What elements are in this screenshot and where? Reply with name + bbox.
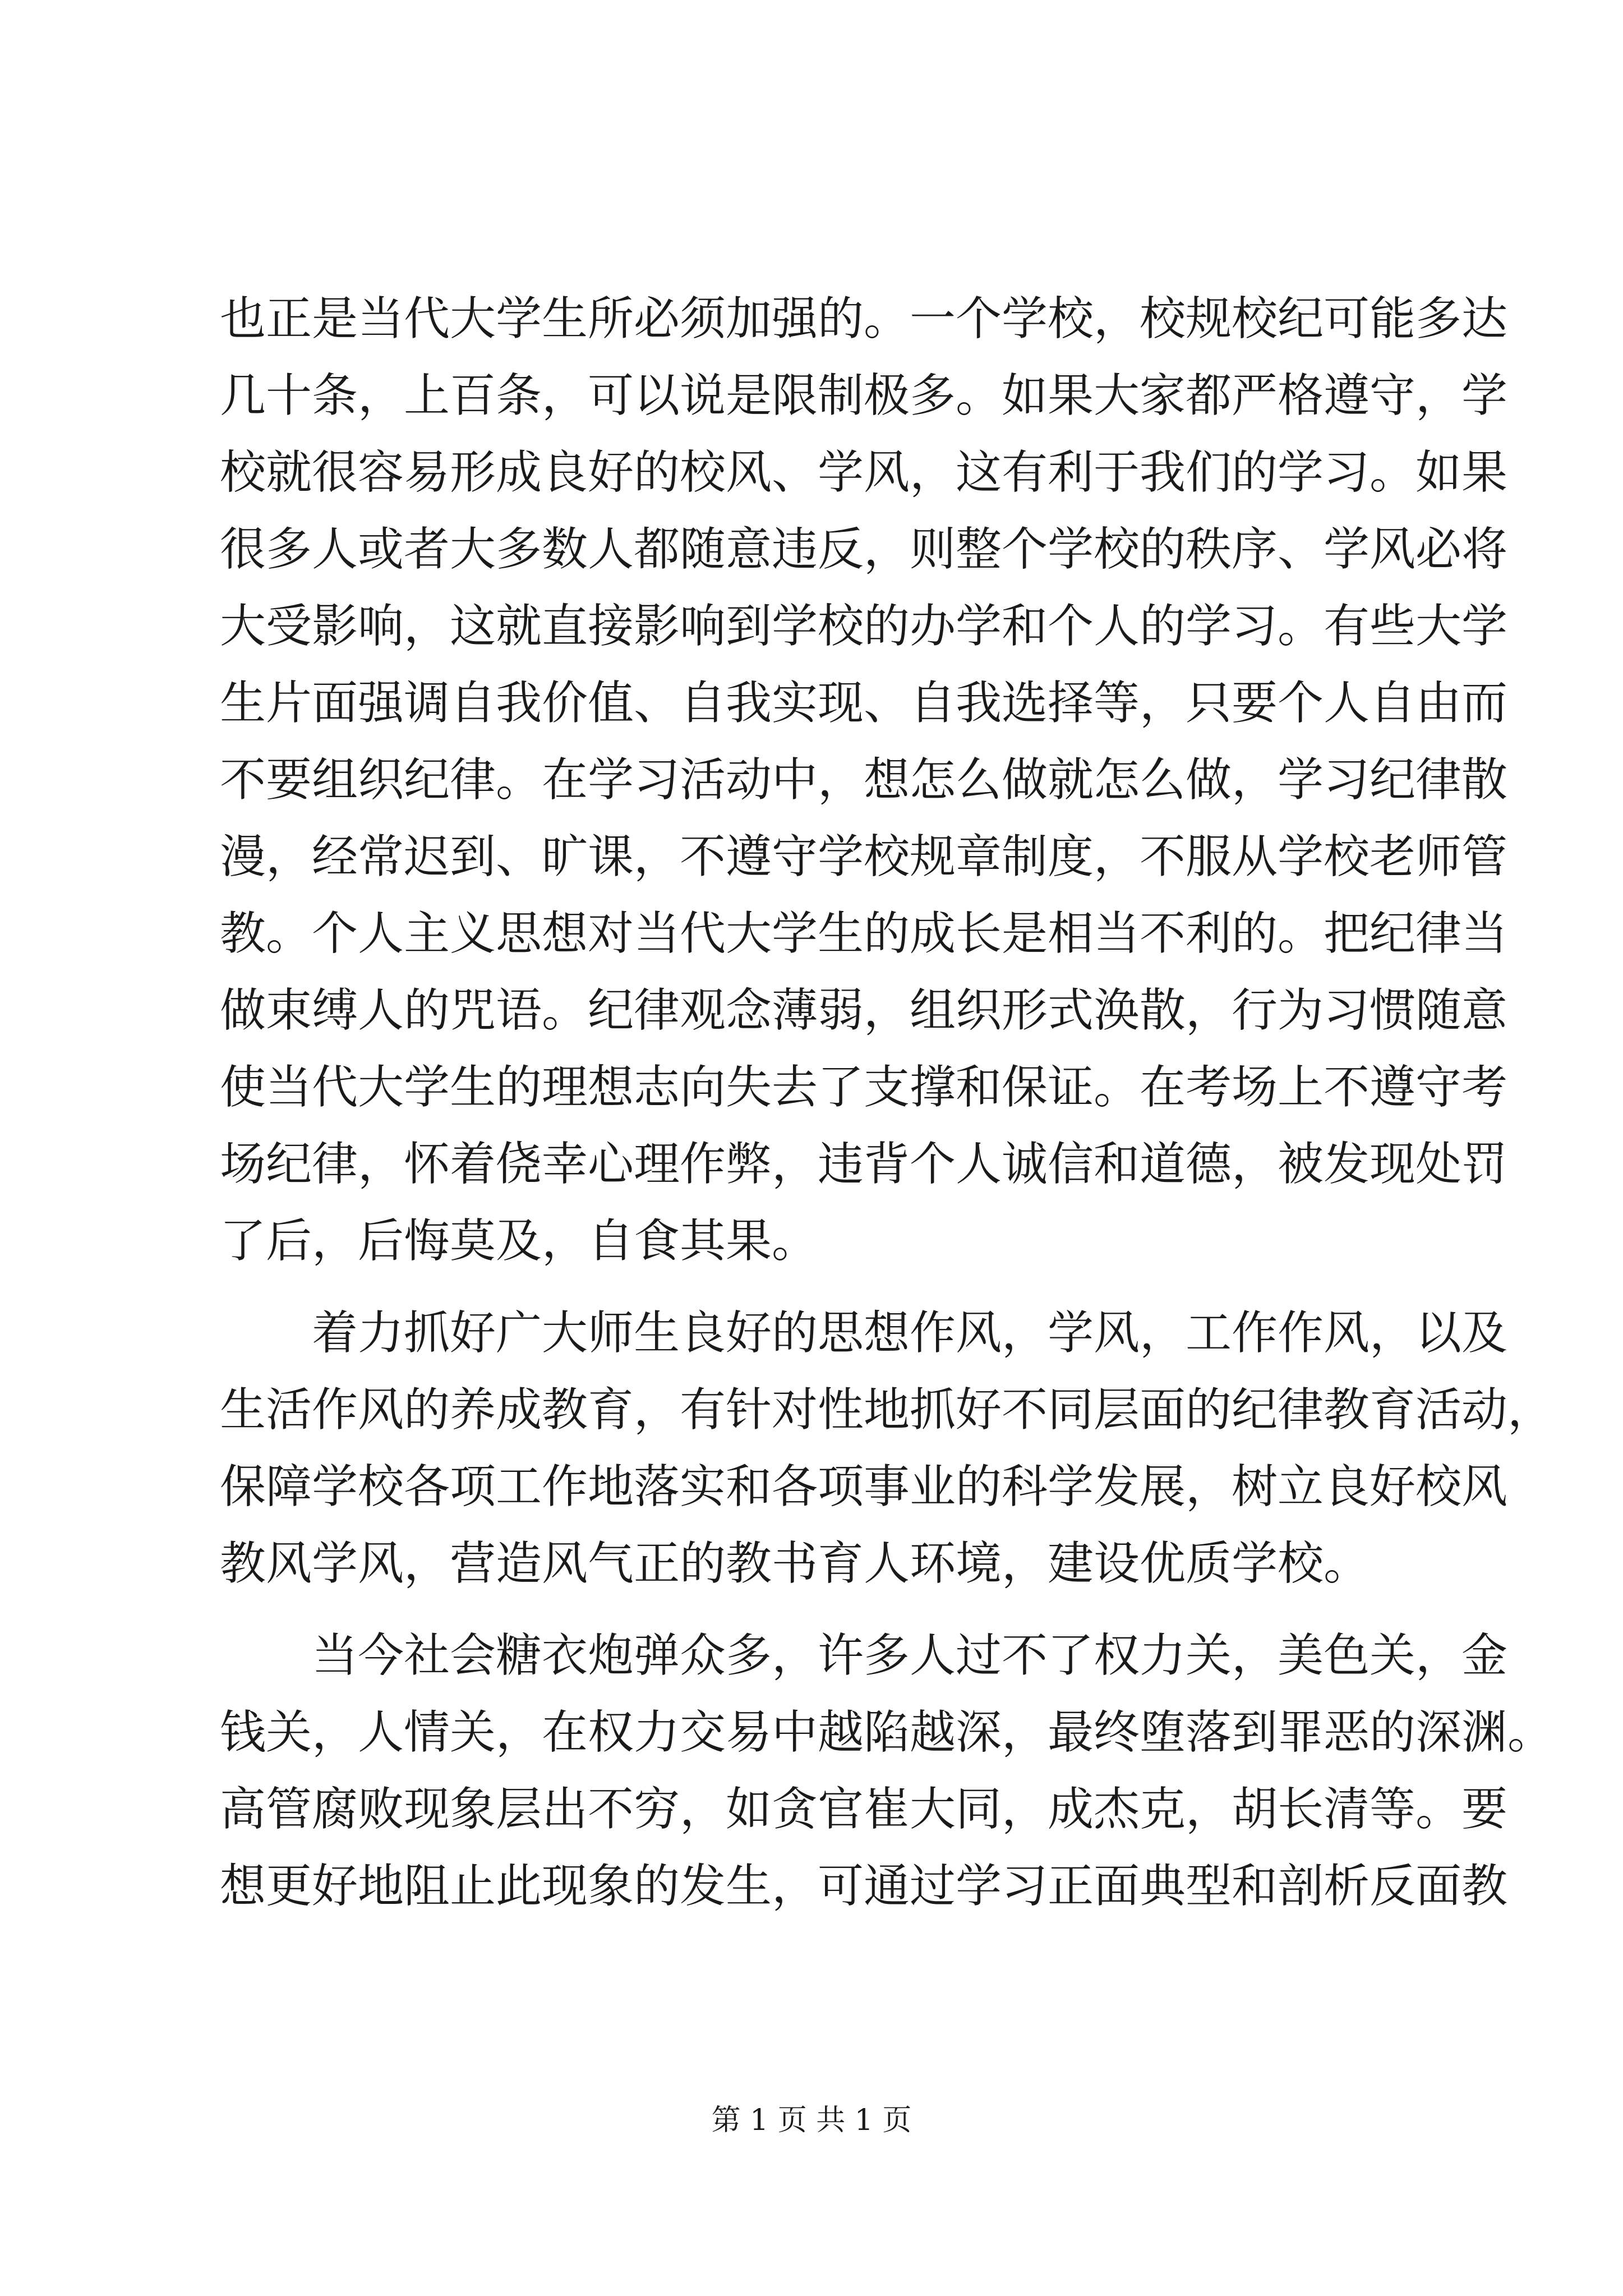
text-line: 漫，经常迟到、旷课，不遵守学校规章制度，不服从学校老师管 [220,830,1508,884]
text-line: 了后，后悔莫及，自食其果。 [220,1214,818,1268]
paragraph [220,280,1508,1280]
text-line: 教风学风，营造风气正的教书育人环境，建设优质学校。 [220,1537,1370,1590]
text-line: 使当代大学生的理想志向失去了支撑和保证。在考场上不遵守考 [220,1061,1508,1114]
paragraph [220,1295,1554,1602]
text-line: 场纪律，怀着侥幸心理作弊，违背个人诚信和道德，被发现处罚 [220,1138,1508,1191]
text-line: 校就很容易形成良好的校风、学风，这有利于我们的学习。如果 [220,446,1508,499]
text-line: 几十条，上百条，可以说是限制极多。如果大家都严格遵守，学 [220,369,1508,422]
document-body [220,280,1554,1925]
paragraph-spacer [220,1602,1431,1617]
text-line: 不要组织纪律。在学习活动中，想怎么做就怎么做，学习纪律散 [220,753,1508,807]
page-number-footer: 第 1 页 共 1 页 [711,2104,912,2137]
text-line: 也正是当代大学生所必须加强的。一个学校，校规校纪可能多达 [220,292,1508,346]
text-line: 做束缚人的咒语。纪律观念薄弱，组织形式涣散，行为习惯随意 [220,984,1508,1037]
text-line: 教。个人主义思想对当代大学生的成长是相当不利的。把纪律当 [220,907,1508,960]
text-line: 大受影响，这就直接影响到学校的办学和个人的学习。有些大学 [220,600,1508,653]
text-line: 生活作风的养成教育，有针对性地抓好不同层面的纪律教育活动， [220,1383,1554,1437]
text-line: 钱关，人情关，在权力交易中越陷越深，最终堕落到罪恶的深渊。 [220,1706,1554,1759]
paragraph-spacer [220,1280,1431,1295]
text-line: 保障学校各项工作地落实和各项事业的科学发展，树立良好校风 [220,1460,1508,1513]
text-line: 很多人或者大多数人都随意违反，则整个学校的秩序、学风必将 [220,523,1508,576]
text-line: 高管腐败现象层出不穷，如贪官崔大同，成杰克，胡长清等。要 [220,1783,1508,1836]
text-line: 想更好地阻止此现象的发生，可通过学习正面典型和剖析反面教 [220,1860,1508,1913]
text-line: 着力抓好广大师生良好的思想作风，学风，工作作风，以及 [312,1306,1508,1360]
text-line: 当今社会糖衣炮弹众多，许多人过不了权力关，美色关，金 [312,1629,1508,1682]
paragraph [220,1617,1554,1925]
text-line: 生片面强调自我价值、自我实现、自我选择等，只要个人自由而 [220,677,1508,730]
